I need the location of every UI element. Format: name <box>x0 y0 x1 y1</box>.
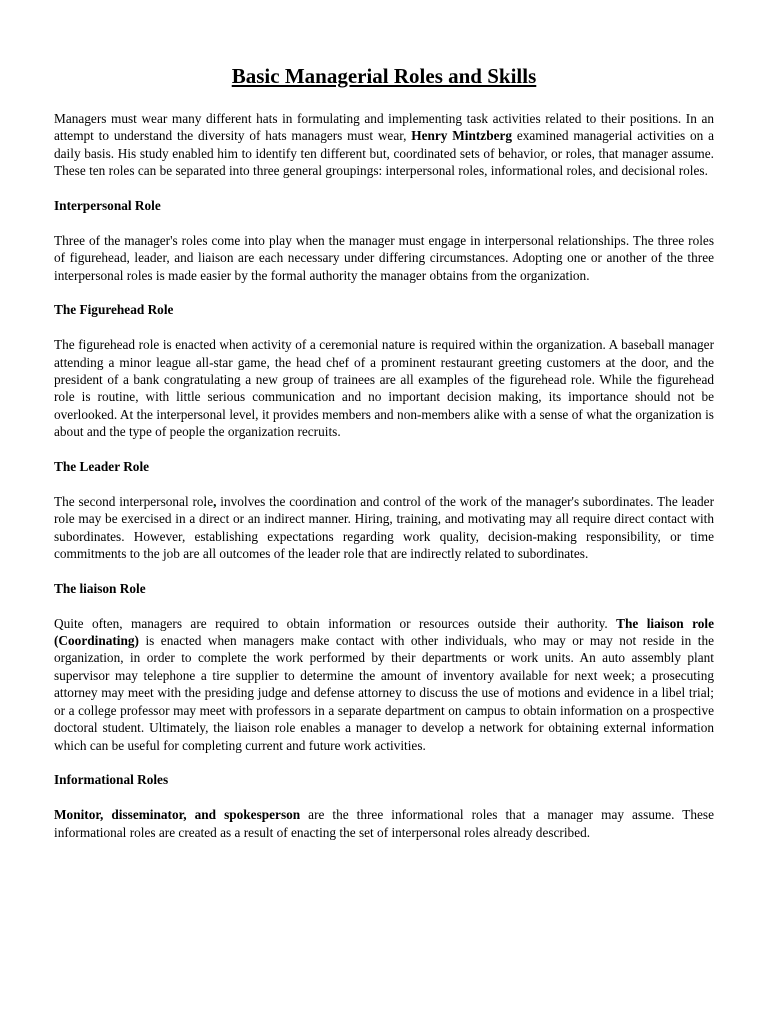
liaison-paragraph <box>54 615 714 754</box>
interpersonal-paragraph: Three of the manager's roles come into play when the manager must engage in interpersonal relationships. The three roles of figurehead, leader, and liaison are each necessary under differing circumstances. Adopting one or another of the three interpersonal roles is made easier by the formal authority the manager obtains from the organization. <box>54 232 714 283</box>
leader-paragraph <box>54 493 714 563</box>
intro-text-2: examined managerial activities on a daily basis. His study enabled him to identify ten different but, coordinated sets of behavior, or roles, that manager assume. These ten roles can be separated into three general groupings: interpersonal roles, informational roles, and decisional roles. <box>54 128 714 179</box>
intro-paragraph <box>54 110 714 180</box>
document-page <box>54 62 714 858</box>
intro-text-1: Managers must wear many different hats in formulating and implementing task activities related to their positions. In an attempt to understand the diversity of hats managers must wear, <box>54 111 714 144</box>
informational-bold-term: Monitor, disseminator, and spokesperson <box>54 807 301 823</box>
figurehead-paragraph: The figurehead role is enacted when activity of a ceremonial nature is required within the organization. A baseball manager attending a minor league all-star game, the head chef of a prominent restaurant greeting customers at the door, and the president of a bank congratulating a new group of trainees are all examples of the figurehead role. While the figurehead role is routine, with little serious communication and no important decision making, its importance should not be overlooked. At the interpersonal level, it provides members and non-members alike with a sense of what the organization is about and the type of people the organization recruits. <box>54 337 714 440</box>
liaison-heading: The liaison Role <box>54 580 146 596</box>
informational-paragraph <box>54 806 714 841</box>
page-title: Basic Managerial Roles and Skills <box>231 64 537 88</box>
informational-text: are the three informational roles that a manager may assume. These informational roles are created as a result of enacting the set of interpersonal roles already described. <box>54 807 714 840</box>
leader-heading: The Leader Role <box>54 459 150 475</box>
figurehead-heading: The Figurehead Role <box>54 302 174 318</box>
leader-comma: , <box>213 493 217 509</box>
leader-text-1: The second interpersonal role <box>54 493 214 509</box>
liaison-bold-term: The liaison role (Coordinating) <box>54 615 715 649</box>
informational-heading: Informational Roles <box>54 772 169 788</box>
author-name: Henry Mintzberg <box>411 128 513 144</box>
leader-text-2: involves the coordination and control of the work of the manager's subordinates. The leader role may be exercised in a direct or an indirect manner. Hiring, training, and motivating may all require direct contact with subordinates. However, establishing expectations regarding work quality, decision-making responsibility, or time commitments to the job are all outcomes of the leader role that are indirectly related to subordinates. <box>54 493 715 562</box>
liaison-text-1: Quite often, managers are required to obtain information or resources outside their authority. <box>54 615 617 631</box>
liaison-text-2: is enacted when managers make contact with other individuals, who may or may not reside in the organization, in order to complete the work performed by their departments or work units. An auto assembly plant supervisor may telephone a tire supplier to determine the amount of inventory available for next week; a prosecuting attorney may meet with the presiding judge and defense attorney to discuss the use of motions and evidence in a libel trial; or a college professor may meet with professors in a separate department on campus to obtain information on a prospective doctoral student. Ultimately, the liaison role enables a manager to develop a network for obtaining external information which can be useful for completing current and future work activities. <box>54 633 714 753</box>
interpersonal-heading: Interpersonal Role <box>54 198 161 214</box>
